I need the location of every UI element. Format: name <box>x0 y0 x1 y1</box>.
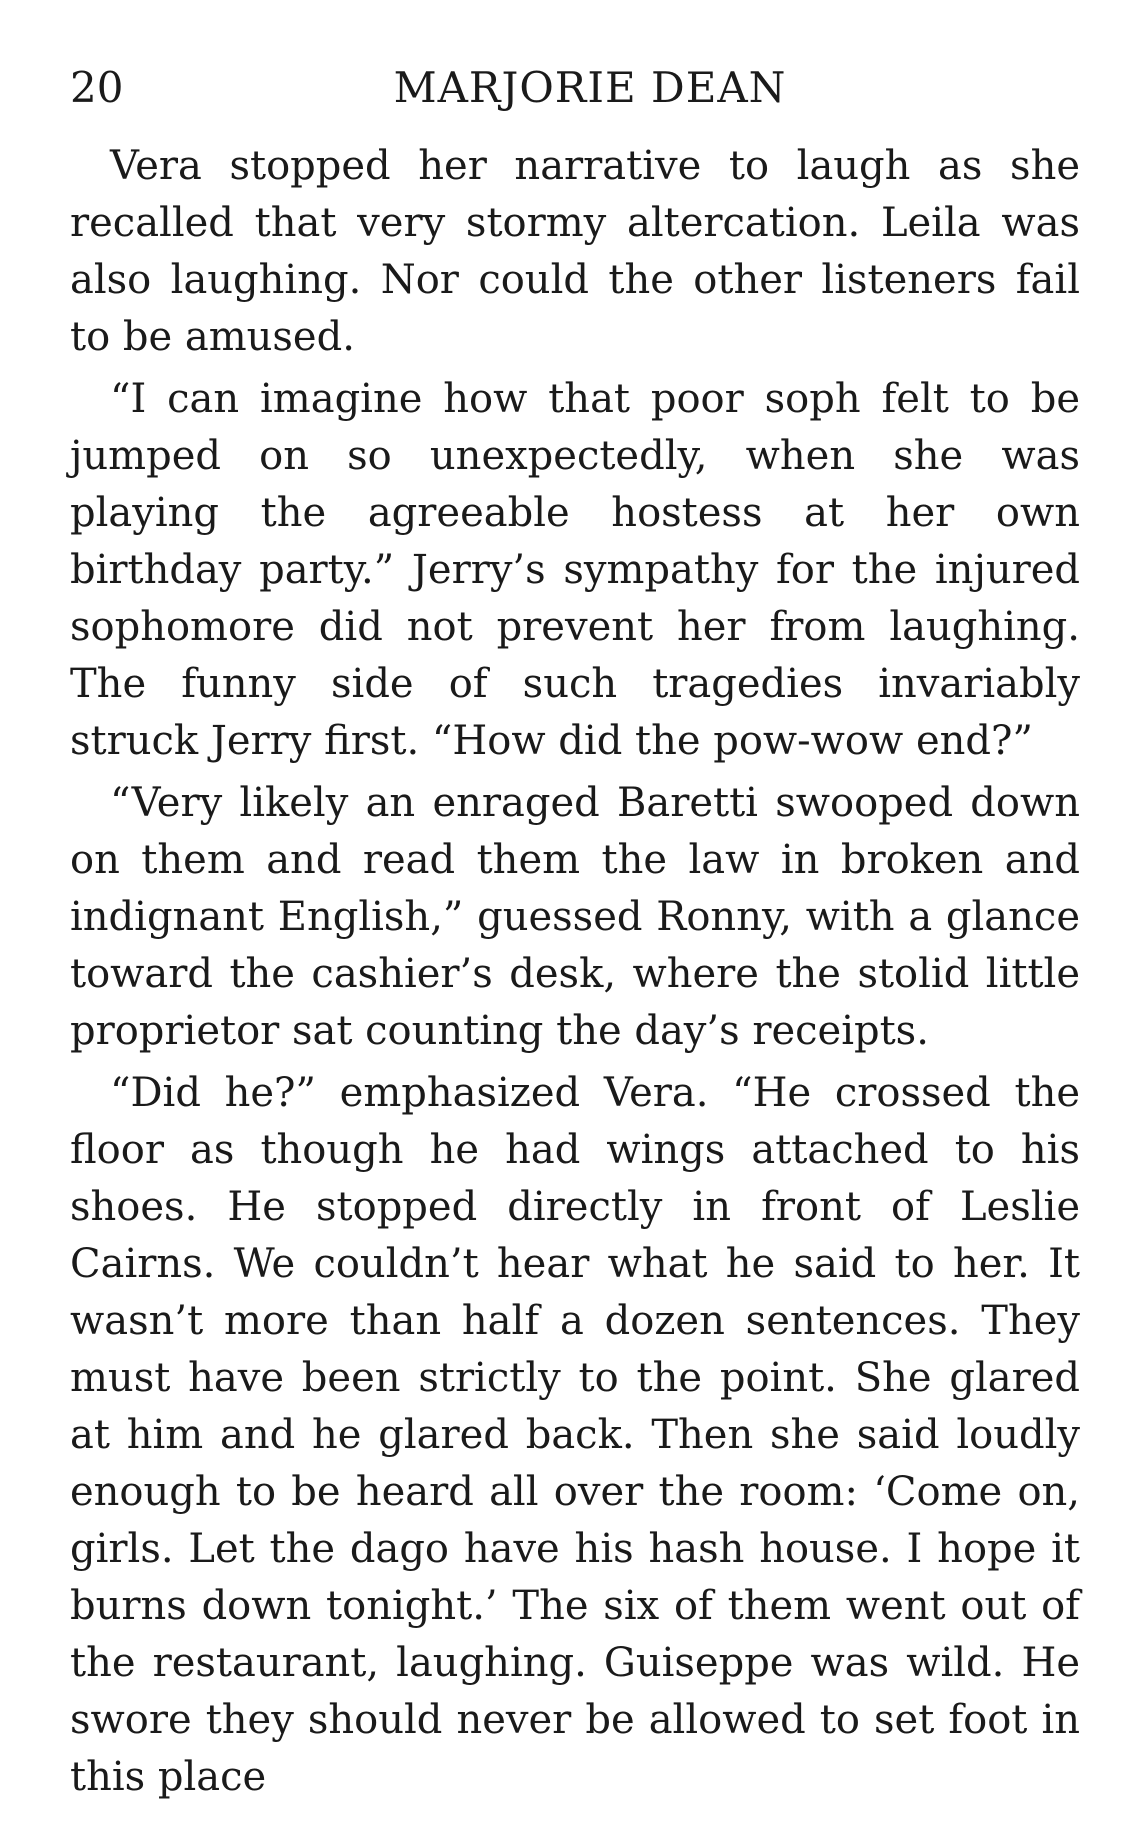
page-number: 20 <box>70 63 124 112</box>
paragraph: Vera stopped her narrative to laugh as she recalled that very stormy altercation. Leila was also laughing. Nor could the other listeners fail to be amused. <box>70 143 1080 360</box>
paragraph: “I can imagine how that poor soph felt to be jumped on so unexpectedly, when she was playing the agreeable hostess at her own birthday party.” Jerry’s sympathy for the injured sophomore did not prevent her from laughing. The funny side of such tragedies invariably struck Jerry first. “How did the pow-wow end?” <box>70 376 1080 764</box>
paragraph: “Did he?” emphasized Vera. “He crossed the floor as though he had wings attached to his shoes. He stopped directly in front of Leslie Cairns. We couldn’t hear what he said to her. It wasn’t more than half a dozen sentences. They must have been strictly to the point. She glared at him and he glared back. Then she said loudly enough to be heard all over the room: ‘Come on, girls. Let the dago have his hash house. I hope it burns down tonight.’ The six of them went out of the restaurant, laughing. Guiseppe was wild. He swore they should never be allowed to set foot in this place <box>70 1070 1080 1800</box>
running-head: MARJORIE DEAN <box>393 63 787 112</box>
paragraph: “Very likely an enraged Baretti swooped down on them and read them the law in broken and indignant English,” guessed Ronny, with a glance toward the cashier’s desk, where the stolid little proprietor sat counting the day’s receipts. <box>70 780 1080 1054</box>
body-text <box>70 138 1080 1806</box>
page-header <box>70 58 1080 118</box>
book-page <box>70 58 1080 1811</box>
